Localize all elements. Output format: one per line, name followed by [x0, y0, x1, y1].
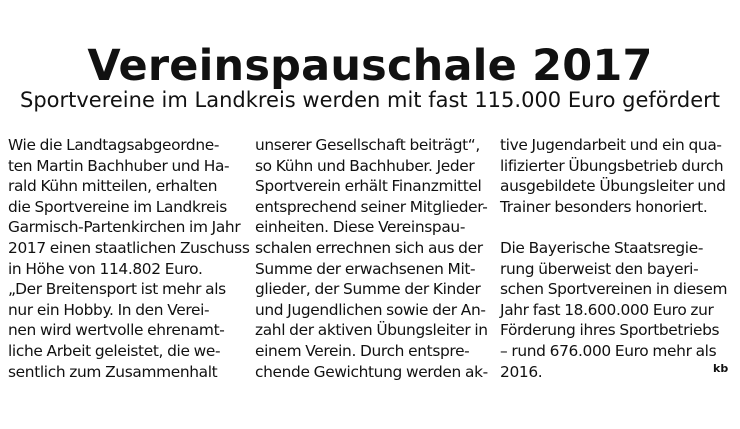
text-line: ten Martin Bachhuber und Ha-: [8, 156, 230, 175]
text-line: Trainer besonders honoriert.: [500, 197, 708, 216]
text-line: entsprechend seiner Mitglieder-: [255, 197, 488, 216]
text-line: Förderung ihres Sportbetriebs: [500, 321, 720, 340]
text-line: lifizierter Übungsbetrieb durch: [500, 156, 724, 175]
text-line: einem Verein. Durch entspre-: [255, 341, 470, 360]
text-line: und Jugendlichen sowie der An-: [255, 300, 486, 319]
text-line: sentlich zum Zusammenhalt: [8, 362, 218, 381]
text-line: Die Bayerische Staatsregie-: [500, 238, 704, 257]
text-line: schalen errechnen sich aus der: [255, 238, 483, 257]
text-column-3: [500, 135, 729, 382]
text-line: 2016.: [500, 362, 543, 381]
text-line: unserer Gesellschaft beiträgt“,: [255, 136, 480, 154]
text-line: so Kühn und Bachhuber. Jeder: [255, 156, 475, 175]
text-line: „Der Breitensport ist mehr als: [8, 280, 226, 299]
text-line: nur ein Hobby. In den Verei-: [8, 300, 210, 319]
text-line: Jahr fast 18.600.000 Euro zur: [500, 300, 714, 319]
text-line: nen wird wertvolle ehrenamt-: [8, 321, 225, 340]
text-line: Garmisch-Partenkirchen im Jahr: [8, 218, 241, 237]
headline: Vereinspauschale 2017: [87, 40, 653, 91]
text-line: glieder, der Summe der Kinder: [255, 280, 481, 299]
text-line: Sportverein erhält Finanzmittel: [255, 177, 482, 196]
text-line: rung überweist den bayeri-: [500, 259, 699, 278]
text-line: [500, 217, 726, 238]
text-line: – rund 676.000 Euro mehr als: [500, 341, 717, 360]
text-line: Summe der erwachsenen Mit-: [255, 259, 476, 278]
text-line: Wie die Landtagsabgeordne-: [8, 136, 220, 154]
text-line: ausgebildete Übungsleiter und: [500, 177, 726, 196]
text-line: in Höhe von 114.802 Euro.: [8, 259, 203, 278]
text-line: liche Arbeit geleistet, die we-: [8, 341, 221, 360]
text-line: einheiten. Diese Vereinspau-: [255, 218, 466, 237]
author-initials: kb: [713, 362, 729, 375]
text-line: rald Kühn mitteilen, erhalten: [8, 177, 218, 196]
text-line: tive Jugendarbeit und ein qua-: [500, 136, 722, 154]
text-line: zahl der aktiven Übungsleiter in: [255, 321, 488, 340]
text-line: 2017 einen staatlichen Zuschuss: [8, 238, 250, 257]
text-line: chende Gewichtung werden ak-: [255, 362, 488, 381]
text-line: schen Sportvereinen in diesem: [500, 280, 728, 299]
text-line: die Sportvereine im Landkreis: [8, 197, 227, 216]
subheadline: Sportvereine im Landkreis werden mit fast 115.000 Euro gefördert: [19, 88, 720, 112]
text-column-2: [255, 135, 488, 382]
text-column-1: [8, 135, 250, 382]
